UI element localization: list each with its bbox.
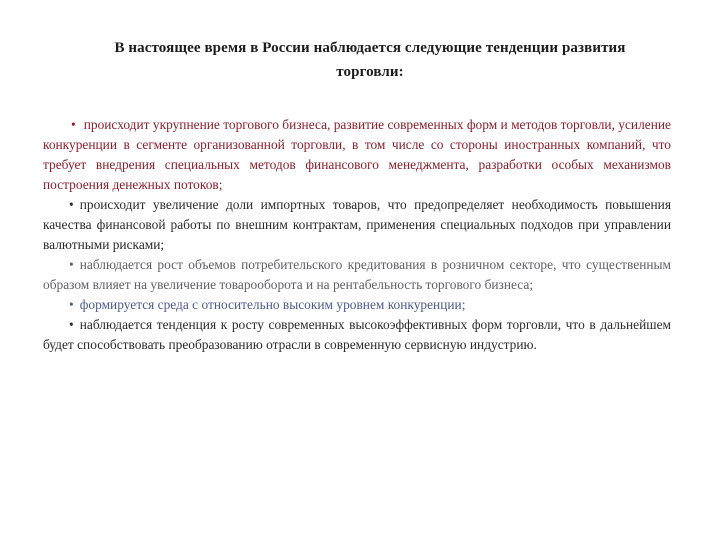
list-item bbox=[43, 115, 671, 195]
list-item bbox=[43, 195, 671, 255]
page-title bbox=[50, 36, 690, 84]
list-item-text: наблюдается рост объемов потребительского кредитования в розничном секторе, что существенным образом влияет на увеличение товарооборота и на рентабельность торгового бизнеса; bbox=[43, 257, 671, 292]
bullet-marker: • bbox=[69, 257, 74, 272]
list-item-text: происходит увеличение доли импортных товаров, что предопределяет необходимость повышения качества финансовой работы по внешним контрактам, применения специальных подходов при управлении валютными рисками; bbox=[43, 197, 671, 252]
bullet-marker: • bbox=[71, 117, 76, 132]
list-item-text: формируется среда с относительно высоким уровнем конкуренции; bbox=[79, 297, 466, 312]
list-item-text: наблюдается тенденция к росту современных высокоэффективных форм торговли, что в дальнейшем будет способствовать преобразованию отрасли в современную сервисную индустрию. bbox=[43, 317, 671, 352]
list-item bbox=[43, 315, 671, 355]
title-line-1: В настоящее время в России наблюдается следующие тенденции развития bbox=[114, 40, 626, 56]
list-item bbox=[43, 295, 671, 315]
bullet-marker: • bbox=[69, 297, 74, 312]
bullet-marker: • bbox=[69, 197, 74, 212]
bullet-list bbox=[43, 115, 671, 355]
list-item bbox=[43, 255, 671, 295]
bullet-marker: • bbox=[69, 317, 74, 332]
list-item-text: происходит укрупнение торгового бизнеса, развитие современных форм и методов торговли, усиление конкуренции в сегменте организованной торговли, в том числе со стороны иностранных компаний, что требует внедрения специальных методов финансового менеджмента, разработки особых механизмов построения денежных потоков; bbox=[43, 117, 671, 192]
title-line-2: торговли: bbox=[336, 64, 404, 80]
